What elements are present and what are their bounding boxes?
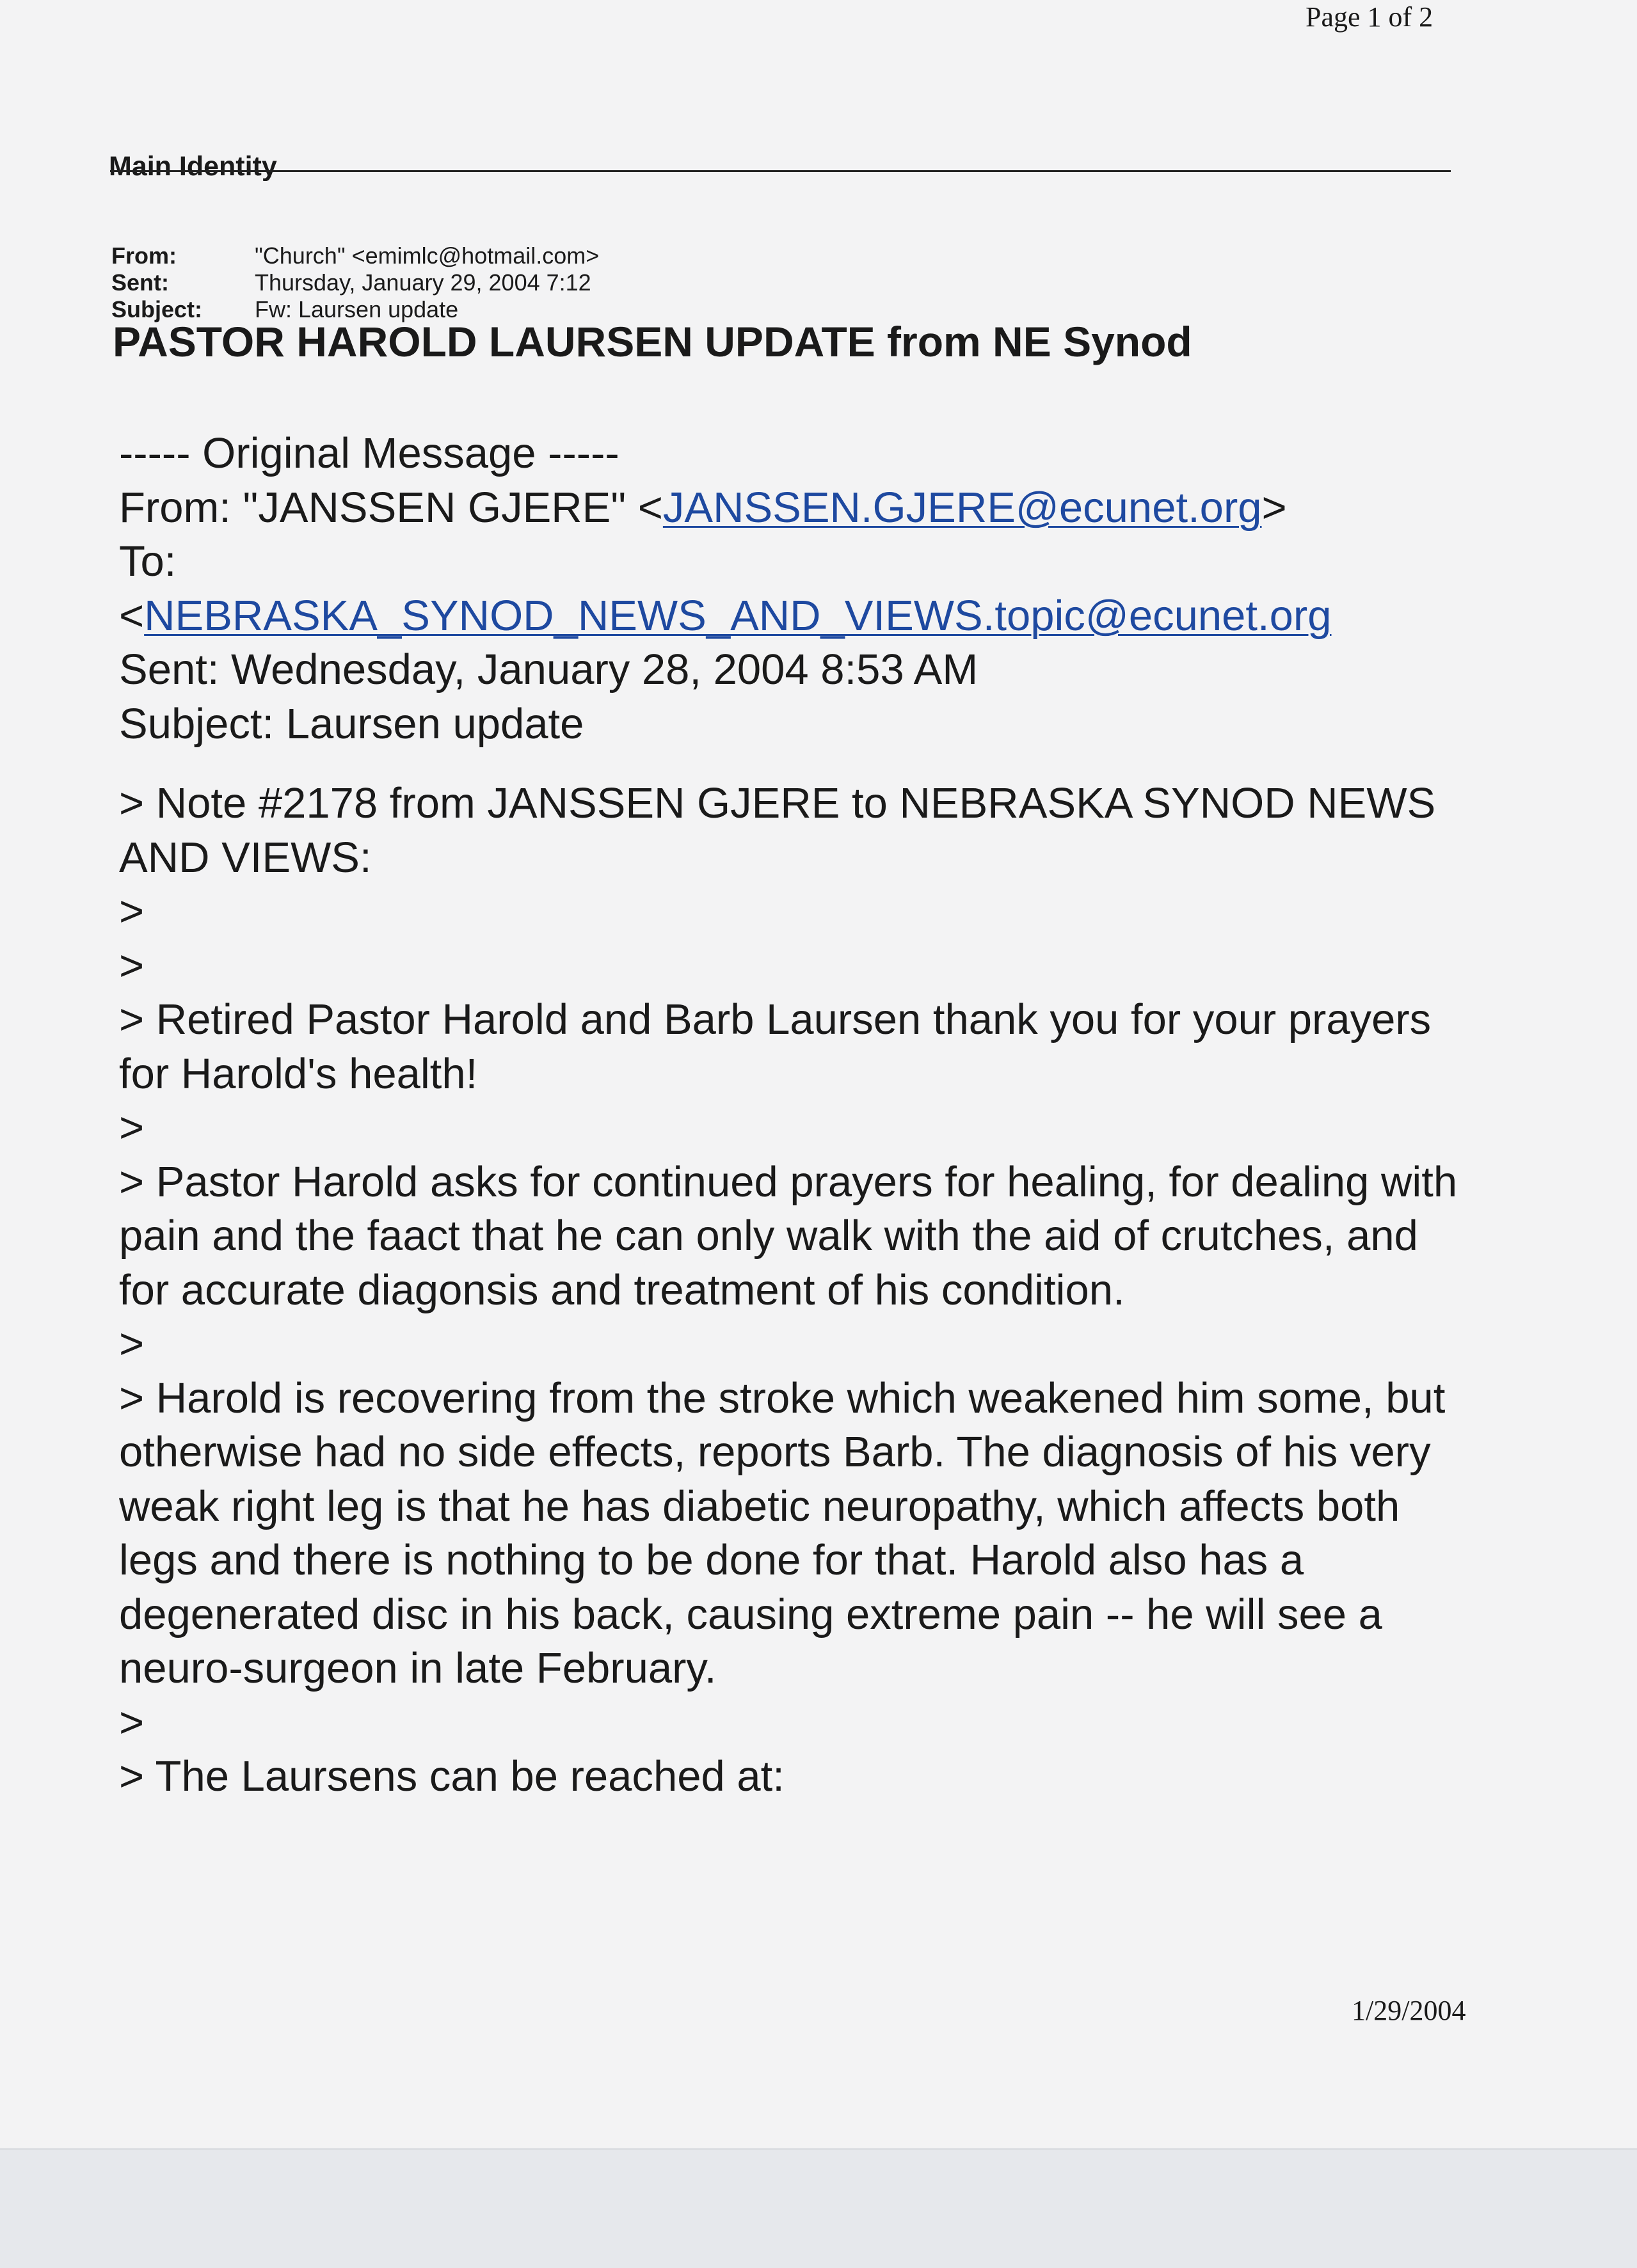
header-sent-label: Sent: [111,269,169,296]
original-from [119,481,1476,535]
header-from-value: "Church" <emimlc@hotmail.com> [255,242,600,269]
paragraph-prayers: > Pastor Harold asks for continued prayers for healing, for dealing with pain and the faact that he can only walk with the aid of crutches, and for accurate diagonsis and treatment of his condition. [119,1157,1458,1314]
original-to-label: To: [119,537,177,585]
header-from-label: From: [111,242,177,269]
spacer [119,751,1476,777]
original-from-prefix: From: "JANSSEN GJERE" < [119,483,663,532]
headline: PASTOR HAROLD LAURSEN UPDATE from NE Synod [113,318,1192,365]
page-number: Page 1 of 2 [1306,1,1433,33]
header-sent-value: Thursday, January 29, 2004 7:12 [255,269,591,296]
scanner-bed-margin [0,2148,1637,2268]
header-subject-value: Fw: Laursen update [255,296,459,322]
quote-marker: > [119,1104,145,1152]
original-subject: Subject: Laursen update [119,699,584,748]
original-from-email-link[interactable]: JANSSEN.GJERE@ecunet.org [662,483,1262,532]
original-from-suffix: > [1261,483,1287,532]
quote-marker: > [119,941,145,990]
identity-divider [110,170,1451,172]
original-message-marker: ----- Original Message ----- [119,429,619,477]
message-body [119,427,1476,1804]
note-line: > Note #2178 from JANSSEN GJERE to NEBRASKA SYNOD NEWS AND VIEWS: [119,779,1436,882]
original-to-prefix: < [119,591,145,640]
paragraph-contact: > The Laursens can be reached at: [119,1752,785,1800]
quote-marker: > [119,1698,145,1747]
quote-marker: > [119,887,145,935]
original-to [119,589,1463,644]
header-subject-label: Subject: [111,296,203,322]
paragraph-recovery: > Harold is recovering from the stroke which weakened him some, but otherwise had no side effects, reports Barb. The diagnosis of his very weak right leg is that he has diabetic neuropathy, which affects both legs and there is nothing to be done for that. Harold also has a degenerated disc in his back, causing extreme pain -- he will see a neuro-surgeon in late February. [119,1374,1446,1692]
quote-marker: > [119,1320,145,1368]
identity-title: Main Identity [109,151,277,182]
original-to-email-link[interactable]: NEBRASKA_SYNOD_NEWS_AND_VIEWS.topic@ecunet.org [144,591,1332,640]
footer-date: 1/29/2004 [1352,1995,1466,2026]
original-sent: Sent: Wednesday, January 28, 2004 8:53 AM [119,646,978,694]
paragraph-thanks: > Retired Pastor Harold and Barb Laursen thank you for your prayers for Harold's health! [119,995,1432,1098]
